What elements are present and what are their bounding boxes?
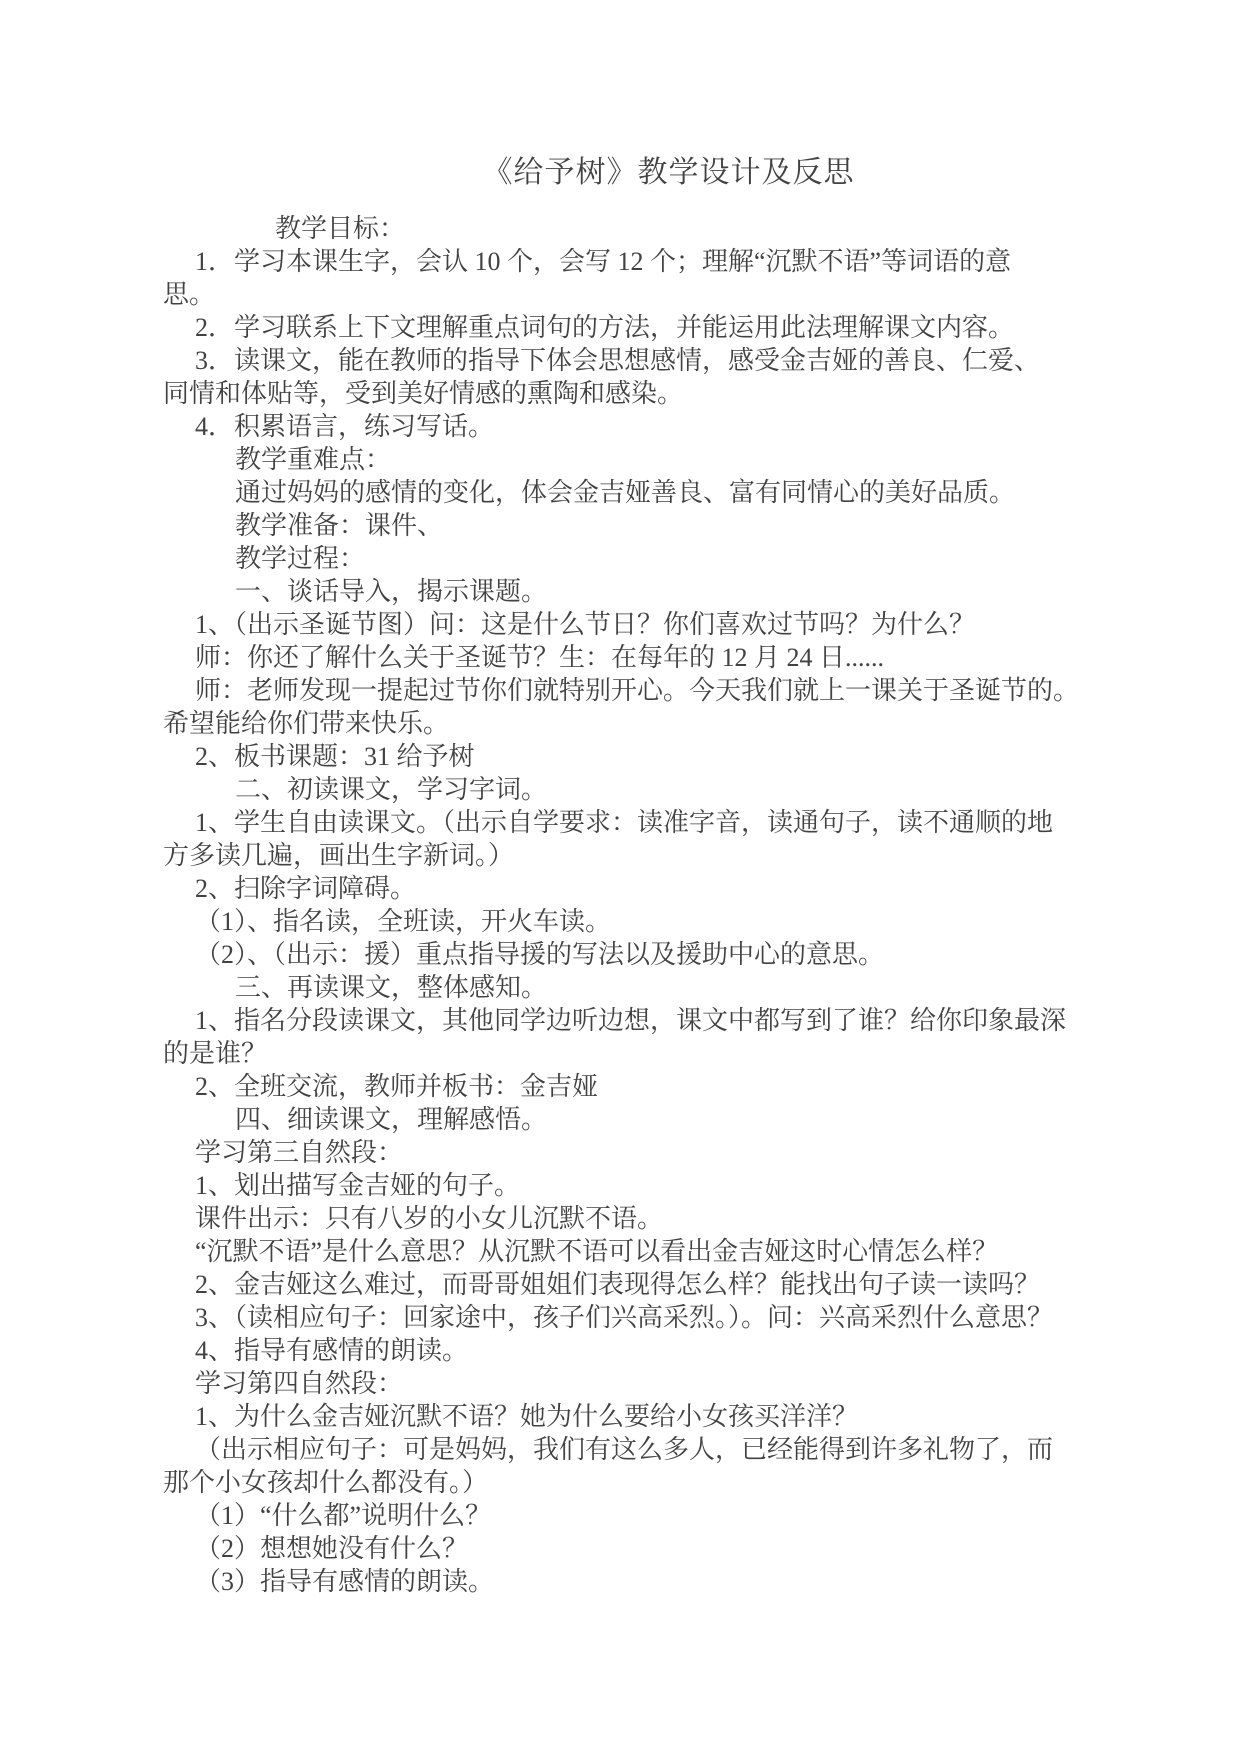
text-line: （3）指导有感情的朗读。 [195, 1567, 495, 1596]
text-line: 1、划出描写金吉娅的句子。 [195, 1171, 521, 1200]
text-line: 同情和体贴等，受到美好情感的熏陶和感染。 [163, 379, 684, 408]
text-line: 4．积累语言，练习写话。 [195, 412, 495, 441]
text-line: 通过妈妈的感情的变化，体会金吉娅善良、富有同情心的美好品质。 [235, 478, 1016, 507]
text-line: 教学目标： [275, 214, 406, 243]
text-line: 2、扫除字词障碍。 [195, 874, 417, 903]
text-line: 思。 [163, 280, 216, 309]
text-line: 3、（读相应句子：回家途中，孩子们兴高采烈。）。问：兴高采烈什么意思？ [195, 1303, 1054, 1332]
text-line: 那个小女孩却什么都没有。） [163, 1468, 489, 1497]
text-line: （2）想想她没有什么？ [195, 1534, 469, 1563]
text-line: 1．学习本课生字，会认 10 个，会写 12 个；理解“沉默不语”等词语的意 [195, 247, 1012, 276]
text-line: 1、学生自由读课文。（出示自学要求：读准字音，读通句子，读不通顺的地 [195, 808, 1054, 837]
text-line: 师：老师发现一提起过节你们就特别开心。今天我们就上一课关于圣诞节的。 [195, 676, 1080, 705]
document-title: 《给予树》教学设计及反思 [482, 156, 855, 189]
text-line: （1）“什么都”说明什么？ [195, 1501, 492, 1530]
text-line: （出示相应句子：可是妈妈，我们有这么多人，已经能得到许多礼物了，而 [195, 1435, 1054, 1464]
text-line: 的是谁？ [163, 1039, 268, 1068]
text-line: 希望能给你们带来快乐。 [163, 709, 450, 738]
text-line: 三、再读课文，整体感知。 [235, 973, 548, 1002]
text-line: 方多读几遍，画出生字新词。） [163, 841, 515, 870]
text-line: 课件出示：只有八岁的小女儿沉默不语。 [195, 1204, 664, 1233]
text-line: 教学重难点： [235, 445, 392, 474]
text-line: 2、板书课题：31 给予树 [195, 742, 475, 771]
text-line: 教学准备：课件、 [235, 511, 444, 540]
text-line: 3．读课文，能在教师的指导下体会思想感情，感受金吉娅的善良、仁爱、 [195, 346, 1041, 375]
text-line: 师：你还了解什么关于圣诞节？生：在每年的 12 月 24 日...... [195, 643, 885, 672]
text-line: （2）、（出示：援）重点指导援的写法以及援助中心的意思。 [195, 940, 885, 969]
document-body [163, 212, 1123, 1598]
text-line: 4、指导有感情的朗读。 [195, 1336, 469, 1365]
text-line: 二、初读课文，学习字词。 [235, 775, 548, 804]
text-line: 1、指名分段读课文，其他同学边听边想，课文中都写到了谁？给你印象最深 [195, 1006, 1067, 1035]
text-line: 四、细读课文，理解感悟。 [235, 1105, 548, 1134]
text-line: 教学过程： [235, 544, 366, 573]
text-line: “沉默不语”是什么意思？从沉默不语可以看出金吉娅这时心情怎么样？ [195, 1237, 999, 1266]
text-line: 2、全班交流，教师并板书：金吉娅 [195, 1072, 599, 1101]
text-line: 一、谈话导入，揭示课题。 [235, 577, 548, 606]
text-line: 1、（出示圣诞节图）问：这是什么节日？你们喜欢过节吗？为什么？ [195, 610, 976, 639]
text-line: 1、为什么金吉娅沉默不语？她为什么要给小女孩买洋洋？ [195, 1402, 859, 1431]
text-line: 学习第三自然段： [195, 1138, 404, 1167]
text-line: （1）、指名读，全班读，开火车读。 [195, 907, 612, 936]
text-line: 2、金吉娅这么难过，而哥哥姐姐们表现得怎么样？能找出句子读一读吗？ [195, 1270, 1041, 1299]
text-line: 2．学习联系上下文理解重点词句的方法，并能运用此法理解课文内容。 [195, 313, 1015, 342]
text-line: 学习第四自然段： [195, 1369, 404, 1398]
